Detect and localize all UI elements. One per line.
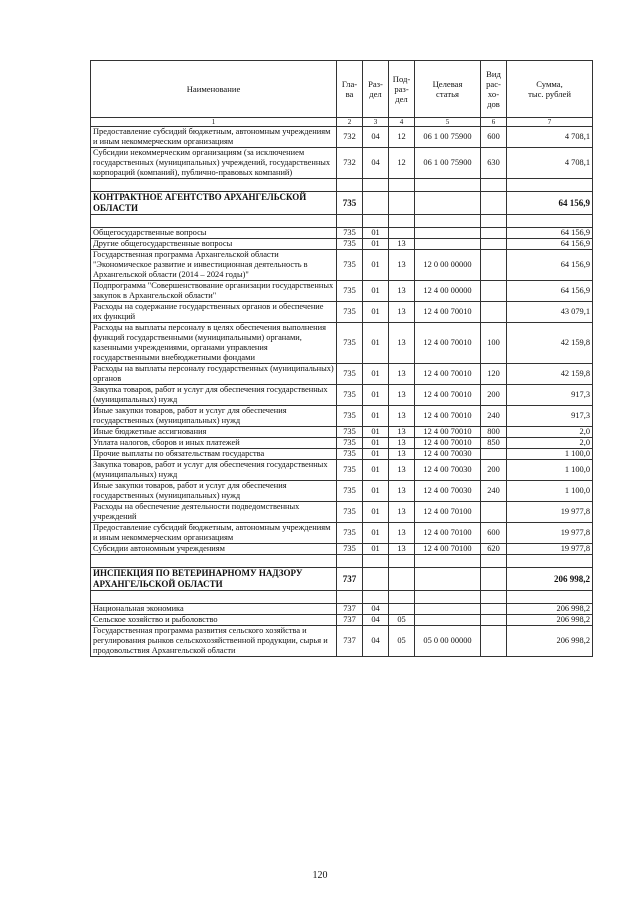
cell-sum: 206 998,2 xyxy=(507,615,593,626)
cell-glava: 735 xyxy=(337,228,363,239)
empty-cell xyxy=(389,555,415,568)
col-number: 7 xyxy=(507,118,593,127)
section-row xyxy=(91,568,593,591)
cell-expense-type xyxy=(481,302,507,323)
empty-cell xyxy=(337,179,363,192)
cell-sum: 206 998,2 xyxy=(507,604,593,615)
cell-target-article: 12 4 00 70100 xyxy=(415,523,481,544)
empty-cell xyxy=(507,215,593,228)
cell-razdel xyxy=(363,192,389,215)
header-name: Наименование xyxy=(91,61,337,118)
empty-cell xyxy=(415,591,481,604)
cell-name: Уплата налогов, сборов и иных платежей xyxy=(91,438,337,449)
cell-name: Расходы на выплаты персоналу в целях обеспечения выполнения функций государственными (муниципальными) органами, казенными учреждениями, органами управления государственными внебюджетными фондами xyxy=(91,323,337,364)
cell-sum: 1 100,0 xyxy=(507,460,593,481)
cell-razdel: 01 xyxy=(363,406,389,427)
table-row xyxy=(91,302,593,323)
cell-target-article: 12 4 00 70010 xyxy=(415,302,481,323)
cell-glava: 735 xyxy=(337,192,363,215)
cell-razdel: 01 xyxy=(363,481,389,502)
cell-podrazdel: 13 xyxy=(389,302,415,323)
column-number-row xyxy=(91,118,593,127)
section-row xyxy=(91,192,593,215)
cell-razdel: 01 xyxy=(363,239,389,250)
cell-target-article: 12 4 00 00000 xyxy=(415,281,481,302)
cell-target-article: 12 4 00 70010 xyxy=(415,427,481,438)
cell-name: Субсидии автономным учреждениям xyxy=(91,544,337,555)
empty-cell xyxy=(415,215,481,228)
cell-razdel: 01 xyxy=(363,523,389,544)
cell-sum: 917,3 xyxy=(507,385,593,406)
cell-glava: 737 xyxy=(337,626,363,657)
cell-podrazdel xyxy=(389,228,415,239)
empty-cell xyxy=(507,555,593,568)
cell-razdel: 04 xyxy=(363,604,389,615)
spacer-row xyxy=(91,215,593,228)
cell-razdel: 01 xyxy=(363,302,389,323)
cell-podrazdel: 13 xyxy=(389,502,415,523)
cell-target-article: 06 1 00 75900 xyxy=(415,127,481,148)
header-target-article: Целевая статья xyxy=(415,61,481,118)
cell-name: Иные бюджетные ассигнования xyxy=(91,427,337,438)
cell-podrazdel: 13 xyxy=(389,460,415,481)
cell-name: Национальная экономика xyxy=(91,604,337,615)
cell-razdel: 01 xyxy=(363,544,389,555)
cell-expense-type: 200 xyxy=(481,460,507,481)
cell-target-article xyxy=(415,228,481,239)
cell-glava: 732 xyxy=(337,127,363,148)
cell-razdel: 04 xyxy=(363,626,389,657)
page-number: 120 xyxy=(312,870,328,881)
empty-cell xyxy=(507,591,593,604)
cell-podrazdel xyxy=(389,568,415,591)
cell-glava: 737 xyxy=(337,615,363,626)
cell-podrazdel: 13 xyxy=(389,544,415,555)
table-row xyxy=(91,604,593,615)
table-row xyxy=(91,228,593,239)
table-row xyxy=(91,385,593,406)
cell-glava: 735 xyxy=(337,406,363,427)
cell-razdel: 01 xyxy=(363,323,389,364)
cell-target-article: 12 4 00 70010 xyxy=(415,385,481,406)
cell-target-article: 12 4 00 70010 xyxy=(415,364,481,385)
cell-sum: 206 998,2 xyxy=(507,626,593,657)
cell-expense-type: 600 xyxy=(481,127,507,148)
table-row xyxy=(91,502,593,523)
cell-sum: 64 156,9 xyxy=(507,250,593,281)
cell-name: Государственная программа Архангельской области "Экономическое развитие и инвестиционная деятельность в Архангельской области (2014 – 2024 годы)" xyxy=(91,250,337,281)
cell-target-article: 12 4 00 70010 xyxy=(415,406,481,427)
empty-cell xyxy=(481,215,507,228)
cell-razdel: 04 xyxy=(363,148,389,179)
cell-razdel: 01 xyxy=(363,364,389,385)
cell-name: Предоставление субсидий бюджетным, автономным учреждениям и иным некоммерческим организациям xyxy=(91,127,337,148)
cell-target-article: 12 4 00 70030 xyxy=(415,449,481,460)
cell-name: Подпрограмма "Совершенствование организации государственных закупок в Архангельской области" xyxy=(91,281,337,302)
cell-expense-type: 630 xyxy=(481,148,507,179)
cell-target-article xyxy=(415,568,481,591)
cell-name: Другие общегосударственные вопросы xyxy=(91,239,337,250)
cell-glava: 735 xyxy=(337,250,363,281)
cell-expense-type: 600 xyxy=(481,523,507,544)
cell-expense-type xyxy=(481,239,507,250)
cell-razdel xyxy=(363,568,389,591)
cell-sum: 64 156,9 xyxy=(507,281,593,302)
empty-cell xyxy=(363,555,389,568)
cell-glava: 735 xyxy=(337,523,363,544)
cell-sum: 19 977,8 xyxy=(507,544,593,555)
cell-podrazdel: 13 xyxy=(389,481,415,502)
empty-cell xyxy=(337,215,363,228)
header-glava: Гла- ва xyxy=(337,61,363,118)
table-row xyxy=(91,148,593,179)
cell-razdel: 04 xyxy=(363,127,389,148)
cell-razdel: 01 xyxy=(363,250,389,281)
table-row xyxy=(91,626,593,657)
empty-cell xyxy=(389,179,415,192)
empty-cell xyxy=(389,215,415,228)
table-row xyxy=(91,364,593,385)
table-row xyxy=(91,544,593,555)
cell-podrazdel: 13 xyxy=(389,427,415,438)
cell-target-article: 12 4 00 70030 xyxy=(415,460,481,481)
cell-razdel: 04 xyxy=(363,615,389,626)
cell-name: Иные закупки товаров, работ и услуг для обеспечения государственных (муниципальных) нужд xyxy=(91,481,337,502)
cell-glava: 735 xyxy=(337,281,363,302)
empty-cell xyxy=(415,179,481,192)
cell-podrazdel: 05 xyxy=(389,615,415,626)
cell-sum: 64 156,9 xyxy=(507,228,593,239)
cell-glava: 735 xyxy=(337,427,363,438)
cell-glava: 735 xyxy=(337,302,363,323)
table-row xyxy=(91,427,593,438)
empty-cell xyxy=(481,179,507,192)
cell-expense-type: 120 xyxy=(481,364,507,385)
cell-target-article: 06 1 00 75900 xyxy=(415,148,481,179)
cell-podrazdel: 12 xyxy=(389,148,415,179)
table-row xyxy=(91,239,593,250)
empty-cell xyxy=(91,179,337,192)
cell-expense-type: 800 xyxy=(481,427,507,438)
cell-name: Сельское хозяйство и рыболовство xyxy=(91,615,337,626)
empty-cell xyxy=(337,591,363,604)
empty-cell xyxy=(389,591,415,604)
cell-target-article: 12 4 00 70100 xyxy=(415,502,481,523)
cell-name: Предоставление субсидий бюджетным, автономным учреждениям и иным некоммерческим организациям xyxy=(91,523,337,544)
table-row xyxy=(91,449,593,460)
cell-podrazdel: 05 xyxy=(389,626,415,657)
empty-cell xyxy=(337,555,363,568)
cell-podrazdel: 13 xyxy=(389,323,415,364)
header-razdel: Раз- дел xyxy=(363,61,389,118)
cell-sum: 206 998,2 xyxy=(507,568,593,591)
budget-table xyxy=(90,60,593,657)
cell-name: Государственная программа развития сельского хозяйства и регулирования рынков сельскохозяйственной продукции, сырья и продовольствия Архангельской области xyxy=(91,626,337,657)
cell-target-article xyxy=(415,239,481,250)
cell-razdel: 01 xyxy=(363,228,389,239)
cell-podrazdel: 13 xyxy=(389,449,415,460)
col-number: 6 xyxy=(481,118,507,127)
cell-podrazdel: 13 xyxy=(389,406,415,427)
cell-sum: 64 156,9 xyxy=(507,239,593,250)
table-row xyxy=(91,460,593,481)
table-row xyxy=(91,323,593,364)
cell-glava: 735 xyxy=(337,481,363,502)
col-number: 1 xyxy=(91,118,337,127)
cell-razdel: 01 xyxy=(363,449,389,460)
col-number: 3 xyxy=(363,118,389,127)
cell-expense-type: 200 xyxy=(481,385,507,406)
table-row xyxy=(91,481,593,502)
header-expense-type: Вид рас- хо- дов xyxy=(481,61,507,118)
cell-name: ИНСПЕКЦИЯ ПО ВЕТЕРИНАРНОМУ НАДЗОРУ АРХАНГЕЛЬСКОЙ ОБЛАСТИ xyxy=(91,568,337,591)
cell-name: Закупка товаров, работ и услуг для обеспечения государственных (муниципальных) нужд xyxy=(91,460,337,481)
cell-razdel: 01 xyxy=(363,438,389,449)
cell-glava: 735 xyxy=(337,502,363,523)
cell-name: Субсидии некоммерческим организациям (за исключением государственных (муниципальных) учреждений, государственных корпораций (компаний), публично-правовых компаний) xyxy=(91,148,337,179)
cell-podrazdel: 13 xyxy=(389,385,415,406)
cell-razdel: 01 xyxy=(363,460,389,481)
col-number: 5 xyxy=(415,118,481,127)
table-row xyxy=(91,406,593,427)
cell-expense-type xyxy=(481,192,507,215)
cell-glava: 735 xyxy=(337,364,363,385)
cell-target-article: 12 0 00 00000 xyxy=(415,250,481,281)
cell-razdel: 01 xyxy=(363,427,389,438)
cell-expense-type xyxy=(481,604,507,615)
table-header-row xyxy=(91,61,593,118)
empty-cell xyxy=(481,591,507,604)
cell-glava: 735 xyxy=(337,449,363,460)
table-row xyxy=(91,281,593,302)
table-row xyxy=(91,438,593,449)
cell-podrazdel: 13 xyxy=(389,438,415,449)
cell-expense-type xyxy=(481,615,507,626)
cell-sum: 43 079,1 xyxy=(507,302,593,323)
cell-podrazdel: 13 xyxy=(389,239,415,250)
cell-podrazdel: 13 xyxy=(389,364,415,385)
empty-cell xyxy=(91,215,337,228)
cell-expense-type: 240 xyxy=(481,481,507,502)
table-row xyxy=(91,250,593,281)
cell-glava: 735 xyxy=(337,239,363,250)
header-podrazdel: Под- раз- дел xyxy=(389,61,415,118)
cell-expense-type xyxy=(481,568,507,591)
cell-glava: 735 xyxy=(337,438,363,449)
cell-name: Иные закупки товаров, работ и услуг для обеспечения государственных (муниципальных) нужд xyxy=(91,406,337,427)
cell-podrazdel xyxy=(389,604,415,615)
cell-sum: 2,0 xyxy=(507,427,593,438)
cell-razdel: 01 xyxy=(363,502,389,523)
cell-sum: 4 708,1 xyxy=(507,127,593,148)
cell-target-article: 05 0 00 00000 xyxy=(415,626,481,657)
col-number: 2 xyxy=(337,118,363,127)
cell-expense-type xyxy=(481,250,507,281)
cell-podrazdel xyxy=(389,192,415,215)
empty-cell xyxy=(415,555,481,568)
cell-name: Расходы на выплаты персоналу государственных (муниципальных) органов xyxy=(91,364,337,385)
cell-razdel: 01 xyxy=(363,385,389,406)
spacer-row xyxy=(91,179,593,192)
empty-cell xyxy=(91,555,337,568)
spacer-row xyxy=(91,591,593,604)
empty-cell xyxy=(91,591,337,604)
cell-expense-type xyxy=(481,449,507,460)
cell-target-article xyxy=(415,604,481,615)
cell-name: Закупка товаров, работ и услуг для обеспечения государственных (муниципальных) нужд xyxy=(91,385,337,406)
cell-glava: 735 xyxy=(337,385,363,406)
cell-expense-type xyxy=(481,281,507,302)
cell-glava: 735 xyxy=(337,544,363,555)
cell-name: Прочие выплаты по обязательствам государства xyxy=(91,449,337,460)
cell-sum: 1 100,0 xyxy=(507,449,593,460)
cell-podrazdel: 13 xyxy=(389,250,415,281)
cell-expense-type: 620 xyxy=(481,544,507,555)
cell-sum: 42 159,8 xyxy=(507,364,593,385)
cell-razdel: 01 xyxy=(363,281,389,302)
cell-target-article xyxy=(415,615,481,626)
empty-cell xyxy=(481,555,507,568)
empty-cell xyxy=(363,591,389,604)
cell-expense-type xyxy=(481,228,507,239)
cell-podrazdel: 13 xyxy=(389,281,415,302)
cell-sum: 19 977,8 xyxy=(507,523,593,544)
cell-target-article: 12 4 00 70030 xyxy=(415,481,481,502)
cell-glava: 737 xyxy=(337,568,363,591)
cell-target-article: 12 4 00 70100 xyxy=(415,544,481,555)
header-sum: Сумма, тыс. рублей xyxy=(507,61,593,118)
cell-name: Расходы на обеспечение деятельности подведомственных учреждений xyxy=(91,502,337,523)
cell-expense-type xyxy=(481,626,507,657)
table-body xyxy=(91,127,593,657)
empty-cell xyxy=(507,179,593,192)
cell-name: КОНТРАКТНОЕ АГЕНТСТВО АРХАНГЕЛЬСКОЙ ОБЛАСТИ xyxy=(91,192,337,215)
empty-cell xyxy=(363,215,389,228)
cell-expense-type: 240 xyxy=(481,406,507,427)
col-number: 4 xyxy=(389,118,415,127)
cell-target-article: 12 4 00 70010 xyxy=(415,323,481,364)
cell-podrazdel: 12 xyxy=(389,127,415,148)
spacer-row xyxy=(91,555,593,568)
cell-sum: 42 159,8 xyxy=(507,323,593,364)
table-row xyxy=(91,127,593,148)
cell-sum: 917,3 xyxy=(507,406,593,427)
table-row xyxy=(91,523,593,544)
table-row xyxy=(91,615,593,626)
cell-sum: 4 708,1 xyxy=(507,148,593,179)
cell-name: Расходы на содержание государственных органов и обеспечение их функций xyxy=(91,302,337,323)
cell-sum: 64 156,9 xyxy=(507,192,593,215)
cell-expense-type xyxy=(481,502,507,523)
cell-sum: 1 100,0 xyxy=(507,481,593,502)
cell-target-article: 12 4 00 70010 xyxy=(415,438,481,449)
cell-glava: 735 xyxy=(337,323,363,364)
empty-cell xyxy=(363,179,389,192)
cell-expense-type: 100 xyxy=(481,323,507,364)
cell-glava: 737 xyxy=(337,604,363,615)
cell-expense-type: 850 xyxy=(481,438,507,449)
cell-target-article xyxy=(415,192,481,215)
cell-name: Общегосударственные вопросы xyxy=(91,228,337,239)
cell-glava: 735 xyxy=(337,460,363,481)
cell-sum: 19 977,8 xyxy=(507,502,593,523)
cell-podrazdel: 13 xyxy=(389,523,415,544)
cell-glava: 732 xyxy=(337,148,363,179)
cell-sum: 2,0 xyxy=(507,438,593,449)
